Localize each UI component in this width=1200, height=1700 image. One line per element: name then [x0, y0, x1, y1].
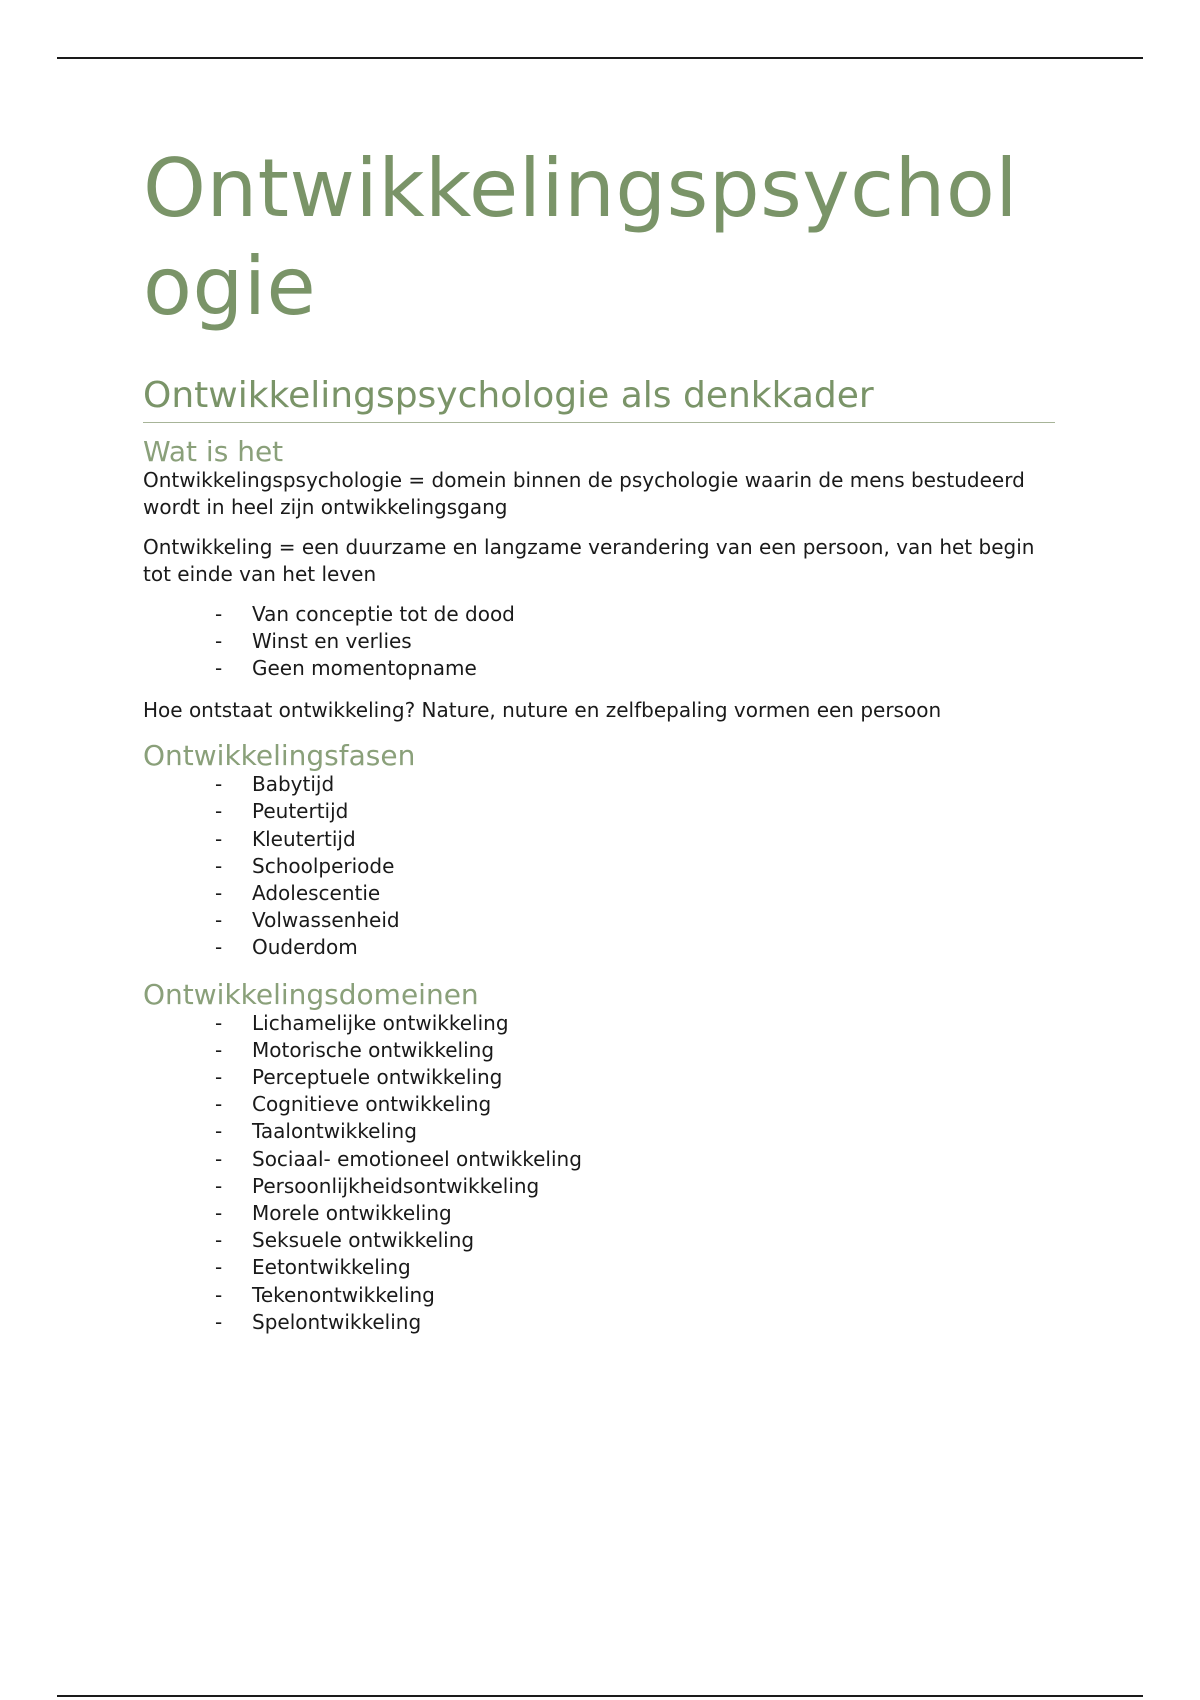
dash-bullet: -	[215, 629, 223, 654]
list-item	[215, 1118, 1063, 1145]
list-item-text: Winst en verlies	[252, 629, 412, 654]
list-item	[215, 655, 1063, 682]
dash-bullet: -	[215, 826, 223, 851]
list-item	[215, 880, 1063, 907]
list-item	[215, 853, 1063, 880]
list-item	[215, 1200, 1063, 1227]
list-item-text: Babytijd	[252, 772, 335, 797]
page-bottom-rule	[57, 1695, 1143, 1697]
dash-bullet: -	[215, 1200, 223, 1225]
list-item	[215, 1282, 1063, 1309]
subheading-wat-is-het: Wat is het	[143, 435, 284, 468]
list-item-text: Eetontwikkeling	[252, 1255, 411, 1280]
dash-bullet: -	[215, 1173, 223, 1198]
list-item-text: Seksuele ontwikkeling	[252, 1228, 475, 1253]
list-item	[215, 826, 1063, 853]
list-item-text: Ouderdom	[252, 935, 358, 960]
list-item	[215, 771, 1063, 798]
phases-list	[143, 771, 1063, 961]
dash-bullet: -	[215, 656, 223, 681]
subheading-fasen: Ontwikkelingsfasen	[143, 739, 416, 773]
list-item	[215, 1064, 1063, 1091]
list-item	[215, 1254, 1063, 1281]
section-heading: Ontwikkelingspsychologie als denkkader	[143, 374, 1055, 423]
list-item	[215, 628, 1063, 655]
dash-bullet: -	[215, 772, 223, 797]
list-item	[215, 1309, 1063, 1336]
document-title: Ontwikkelingspsychologie	[143, 142, 1018, 333]
dash-bullet: -	[215, 1309, 223, 1334]
list-item-text: Peutertijd	[252, 799, 349, 824]
document-body	[143, 140, 1063, 1336]
dash-bullet: -	[215, 602, 223, 626]
dash-bullet: -	[215, 1228, 223, 1253]
list-item-text: Motorische ontwikkeling	[252, 1037, 495, 1062]
dash-bullet: -	[215, 880, 223, 905]
dash-bullet: -	[215, 1146, 223, 1171]
dash-bullet: -	[215, 935, 223, 960]
list-item-text: Sociaal- emotioneel ontwikkeling	[252, 1146, 582, 1171]
list-item-text: Morele ontwikkeling	[252, 1200, 452, 1225]
list-item	[215, 798, 1063, 825]
list-item-text: Geen momentopname	[252, 656, 477, 681]
paragraph-definition-psychology: Ontwikkelingspsychologie = domein binnen de psychologie waarin de mens bestudeerd wordt in heel zijn ontwikkelingsgang	[143, 468, 1025, 519]
list-item	[215, 1227, 1063, 1254]
dash-bullet: -	[215, 1064, 223, 1089]
dash-bullet: -	[215, 1092, 223, 1117]
list-item	[215, 1091, 1063, 1118]
dash-bullet: -	[215, 1282, 223, 1307]
development-properties-list	[143, 601, 1063, 683]
dash-bullet: -	[215, 908, 223, 933]
subheading-domeinen: Ontwikkelingsdomeinen	[143, 977, 479, 1011]
list-item-text: Kleutertijd	[252, 826, 356, 851]
domains-list	[143, 1010, 1063, 1336]
dash-bullet: -	[215, 853, 223, 878]
list-item-text: Persoonlijkheidsontwikkeling	[252, 1173, 540, 1198]
page-top-rule	[57, 57, 1143, 59]
list-item	[215, 601, 1063, 628]
list-item	[215, 1173, 1063, 1200]
list-item	[215, 1037, 1063, 1064]
dash-bullet: -	[215, 1010, 223, 1035]
list-item-text: Spelontwikkeling	[252, 1309, 422, 1334]
list-item-text: Taalontwikkeling	[252, 1119, 417, 1144]
paragraph-definition-development: Ontwikkeling = een duurzame en langzame verandering van een persoon, van het begin tot einde van het leven	[143, 535, 1035, 586]
list-item	[215, 907, 1063, 934]
list-item-text: Cognitieve ontwikkeling	[252, 1092, 492, 1117]
dash-bullet: -	[215, 799, 223, 824]
list-item-text: Van conceptie tot de dood	[252, 602, 515, 626]
dash-bullet: -	[215, 1037, 223, 1062]
list-item-text: Tekenontwikkeling	[252, 1282, 435, 1307]
list-item-text: Lichamelijke ontwikkeling	[252, 1010, 509, 1035]
list-item	[215, 934, 1063, 961]
list-item-text: Perceptuele ontwikkeling	[252, 1064, 503, 1089]
list-item	[215, 1010, 1063, 1037]
list-item-text: Adolescentie	[252, 880, 381, 905]
paragraph-how-development: Hoe ontstaat ontwikkeling? Nature, nuture en zelfbepaling vormen een persoon	[143, 697, 942, 722]
list-item	[215, 1146, 1063, 1173]
list-item-text: Schoolperiode	[252, 853, 395, 878]
dash-bullet: -	[215, 1255, 223, 1280]
list-item-text: Volwassenheid	[252, 908, 400, 933]
dash-bullet: -	[215, 1119, 223, 1144]
